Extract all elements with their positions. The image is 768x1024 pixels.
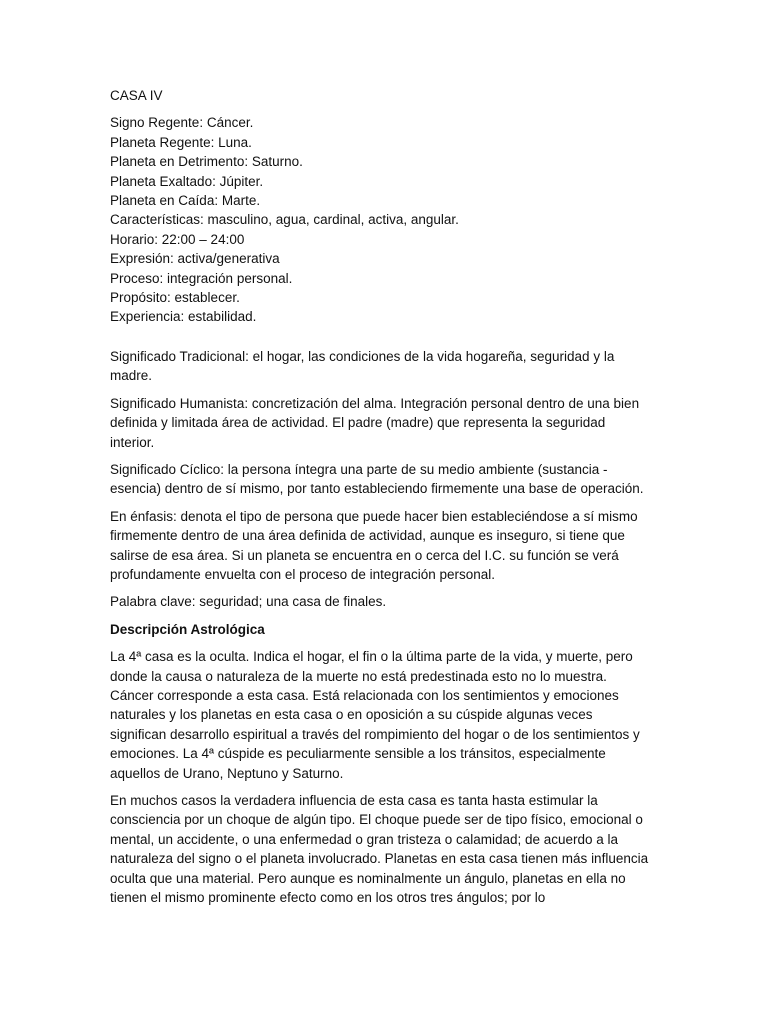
paragraph-descripcion-1: La 4ª casa es la oculta. Indica el hogar, el fin o la última parte de la vida, y muerte, pero donde la causa o naturaleza de la muerte no está predestinada esto no lo muestra. Cáncer corresponde a esta casa. Está relacionada con los sentimientos y emociones naturales y los planetas en esta casa o en oposición a su cúspide algunas veces significan desarrollo espiritual a través del rompimiento del hogar o de los sentimientos y emociones. La 4ª cúspide es peculiarmente sensible a los tránsitos, especialmente aquellos de Urano, Neptuno y Saturno.	[110, 649, 640, 781]
attribute-caracteristicas: Características: masculino, agua, cardinal, activa, angular.	[110, 212, 459, 228]
attribute-proceso: Proceso: integración personal.	[110, 270, 293, 286]
spacer	[110, 327, 650, 347]
attribute-planeta-exaltado: Planeta Exaltado: Júpiter.	[110, 173, 264, 189]
document-page	[110, 86, 650, 915]
document-title: CASA IV	[110, 88, 163, 103]
paragraph-significado-ciclico: Significado Cíclico: la persona íntegra una parte de su medio ambiente (sustancia - esencia) dentro de sí mismo, por tanto estableciendo firmemente una base de operación.	[110, 461, 644, 497]
section-heading: Descripción Astrológica	[110, 621, 265, 637]
attribute-planeta-caida: Planeta en Caída: Marte.	[110, 193, 261, 209]
paragraph-palabra-clave: Palabra clave: seguridad; una casa de finales.	[110, 594, 387, 610]
paragraph-significado-humanista: Significado Humanista: concretización del alma. Integración personal dentro de una bien definida y limitada área de actividad. El padre (madre) que representa la seguridad interior.	[110, 395, 640, 450]
paragraph-descripcion-2: En muchos casos la verdadera influencia de esta casa es tanta hasta estimular la consciencia por un choque de algún tipo. El choque puede ser de tipo físico, emocional o mental, un accidente, o una enfermedad o gran tristeza o calamidad; de acuerdo a la naturaleza del signo o el planeta involucrado. Planetas en esta casa tienen más influencia oculta que una material. Pero aunque es nominalmente un ángulo, planetas en ella no tienen el mismo prominente efecto como en los otros tres ángulos; por lo	[110, 793, 649, 906]
paragraph-enfasis: En énfasis: denota el tipo de persona que puede hacer bien estableciéndose a sí mismo firmemente dentro de una área definida de actividad, aunque es inseguro, si tiene que salirse de esa área. Si un planeta se encuentra en o cerca del I.C. su función se verá profundamente envuelta con el proceso de integración personal.	[110, 508, 638, 582]
attribute-horario: Horario: 22:00 – 24:00	[110, 231, 245, 247]
attribute-list	[110, 113, 650, 326]
attribute-planeta-regente: Planeta Regente: Luna.	[110, 134, 252, 150]
attribute-signo-regente: Signo Regente: Cáncer.	[110, 115, 254, 131]
attribute-proposito: Propósito: establecer.	[110, 290, 240, 306]
attribute-experiencia: Experiencia: estabilidad.	[110, 309, 257, 325]
paragraph-significado-tradicional: Significado Tradicional: el hogar, las condiciones de la vida hogareña, seguridad y la madre.	[110, 348, 615, 384]
attribute-planeta-detrimento: Planeta en Detrimento: Saturno.	[110, 154, 303, 170]
attribute-expresion: Expresión: activa/generativa	[110, 251, 280, 267]
